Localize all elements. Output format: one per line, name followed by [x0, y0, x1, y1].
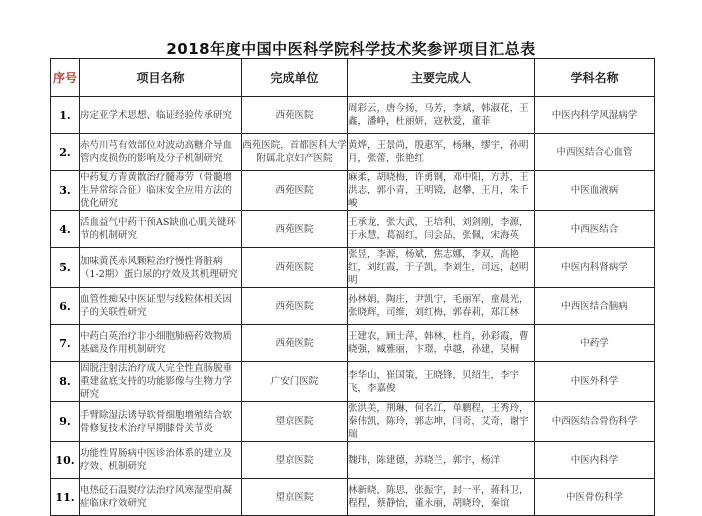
- cell-subject-name: 中西医结合骨伤科学: [535, 402, 655, 442]
- header-main-contributors: 主要完成人: [348, 59, 535, 97]
- table-row: [51, 479, 655, 516]
- cell-serial-number: 6.: [51, 288, 80, 325]
- cell-main-contributors: 张昱，李源，杨斌，焦志娜，李双，高艳红，刘红霞，于子凯，李刘生，司远，赵明明: [348, 248, 535, 288]
- cell-serial-number: 1.: [51, 97, 80, 134]
- cell-main-contributors: 周彩云，唐今扬，马芳，李斌，韩淑花，王鑫，潘峥，杜丽妍，寇秋爱，董菲: [348, 97, 535, 134]
- cell-project-name: 血管性痴呆中医证型与线粒体相关因子的关联性研究: [80, 288, 242, 325]
- cell-serial-number: 11.: [51, 479, 80, 516]
- table-row: [51, 211, 655, 248]
- cell-serial-number: 2.: [51, 134, 80, 171]
- cell-completing-unit: 望京医院: [242, 402, 348, 442]
- cell-completing-unit: 西苑医院: [242, 248, 348, 288]
- cell-project-name: 中药白英治疗非小细胞肺癌药效物质基础及作用机制研究: [80, 325, 242, 362]
- cell-main-contributors: 麻柔，胡晓梅，许勇钢，邓中阳，方苏，王洪志，郭小青，王明镜，赵攀，王月，朱千峻: [348, 171, 535, 211]
- cell-subject-name: 中医内科学: [535, 442, 655, 479]
- cell-subject-name: 中西医结合心血管: [535, 134, 655, 171]
- header-project-name: 项目名称: [80, 59, 242, 97]
- cell-completing-unit: 西苑医院: [242, 288, 348, 325]
- cell-main-contributors: 李华山，崔国策，王晓锋，贝绍生，李宇飞，李嘉俊: [348, 362, 535, 402]
- table-row: [51, 171, 655, 211]
- cell-serial-number: 9.: [51, 402, 80, 442]
- cell-completing-unit: 西苑医院: [242, 171, 348, 211]
- cell-subject-name: 中西医结合: [535, 211, 655, 248]
- cell-completing-unit: 望京医院: [242, 442, 348, 479]
- cell-project-name: 活血益气中药干预AS缺血心肌关键环节的机制研究: [80, 211, 242, 248]
- cell-serial-number: 4.: [51, 211, 80, 248]
- table-row: [51, 134, 655, 171]
- table-row: [51, 97, 655, 134]
- table-header-row: [51, 59, 655, 97]
- cell-main-contributors: 王建农，顾士萍，韩林，杜肖，孙彩霞，曹晓强，臧雅丽，卞璟，卓越，孙建，吴桐: [348, 325, 535, 362]
- table-row: [51, 442, 655, 479]
- page-title: 2018年度中国中医科学院科学技术奖参评项目汇总表: [166, 40, 536, 58]
- cell-completing-unit: 西苑医院，首都医科大学附属北京妇产医院: [242, 134, 348, 171]
- cell-serial-number: 10.: [51, 442, 80, 479]
- cell-main-contributors: 魏玮，陈建德，苏晓兰，郭宇，杨洋: [348, 442, 535, 479]
- cell-main-contributors: 林新晓，陈思，张振宇，封一平，蒋科卫，程程，蔡静怡，董永丽，胡晓玲，秦谊: [348, 479, 535, 516]
- cell-subject-name: 中医内科学风湿病学: [535, 97, 655, 134]
- cell-serial-number: 8.: [51, 362, 80, 402]
- cell-completing-unit: 西苑医院: [242, 97, 348, 134]
- cell-main-contributors: 黄烨，王景尚，殷惠军，杨琳，缪宇，孙明月，张蕾，张艳红: [348, 134, 535, 171]
- cell-serial-number: 5.: [51, 248, 80, 288]
- cell-subject-name: 中药学: [535, 325, 655, 362]
- cell-subject-name: 中医内科肾病学: [535, 248, 655, 288]
- table-row: [51, 248, 655, 288]
- cell-main-contributors: 张洪美，荆琳，何名江，单鹏程，王秀玲，秦伟凯，陈玲，郭志坤，闫奇，艾奇，谢宇瑞: [348, 402, 535, 442]
- cell-serial-number: 3.: [51, 171, 80, 211]
- cell-project-name: 固脱注射法治疗成人完全性直肠脱垂重建盆底支持的功能影像与生物力学研究: [80, 362, 242, 402]
- cell-project-name: 赤芍川芎有效部位对波动高糖介导血管内皮损伤的影响及分子机制研究: [80, 134, 242, 171]
- table-row: [51, 402, 655, 442]
- cell-project-name: 功能性胃肠病中医诊治体系的建立及疗效、机制研究: [80, 442, 242, 479]
- award-summary-table: [50, 58, 655, 516]
- cell-project-name: 房定亚学术思想、临证经验传承研究: [80, 97, 242, 134]
- cell-subject-name: 中医外科学: [535, 362, 655, 402]
- cell-project-name: 加味黄芪赤风颗粒治疗慢性肾脏病（1-2期）蛋白尿的疗效及其机理研究: [80, 248, 242, 288]
- cell-project-name: 中药复方青黄散治疗髓毒劳（骨髓增生异常综合征）临床安全应用方法的优化研究: [80, 171, 242, 211]
- cell-completing-unit: 西苑医院: [242, 325, 348, 362]
- cell-serial-number: 7.: [51, 325, 80, 362]
- header-serial-number: 序号: [51, 59, 80, 97]
- header-subject-name: 学科名称: [535, 59, 655, 97]
- cell-completing-unit: 广安门医院: [242, 362, 348, 402]
- cell-main-contributors: 王承龙，张大武，王培利，刘剑刚，李源，于永慧，葛福红，闫会品，张佩，宋海英: [348, 211, 535, 248]
- cell-subject-name: 中医血液病: [535, 171, 655, 211]
- header-completing-unit: 完成单位: [242, 59, 348, 97]
- table-row: [51, 288, 655, 325]
- cell-subject-name: 中西医结合脑病: [535, 288, 655, 325]
- cell-completing-unit: 望京医院: [242, 479, 348, 516]
- cell-subject-name: 中医骨伤科学: [535, 479, 655, 516]
- table-row: [51, 362, 655, 402]
- table-body: [51, 97, 655, 516]
- table-row: [51, 325, 655, 362]
- cell-project-name: 手臂除湿法诱导软骨细胞增殖结合软骨修复技术治疗早期膝骨关节炎: [80, 402, 242, 442]
- cell-completing-unit: 西苑医院: [242, 211, 348, 248]
- cell-project-name: 电热砭石温熨疗法治疗风寒湿型肩凝症临床疗效研究: [80, 479, 242, 516]
- cell-main-contributors: 孙林娟，陶庄，尹凯宁，毛丽军，童晨光，张晓辉，司维，刘红梅，郭春莉，郑江林: [348, 288, 535, 325]
